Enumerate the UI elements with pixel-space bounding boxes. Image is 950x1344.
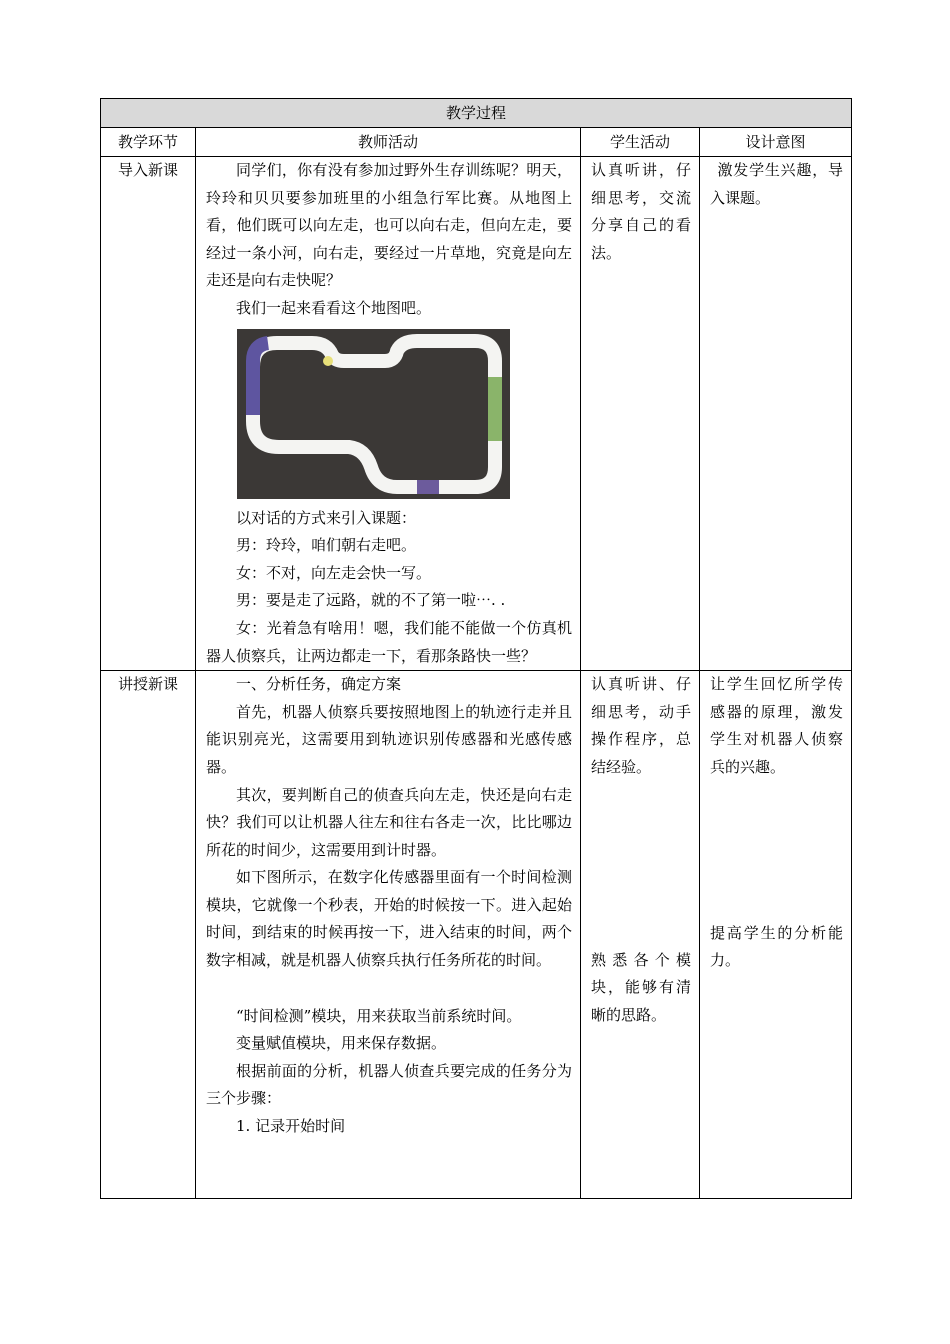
header-student-activity: 学生活动 bbox=[581, 128, 700, 157]
paragraph: 男：玲玲，咱们朝右走吧。 bbox=[236, 536, 417, 555]
track-map-svg bbox=[237, 329, 510, 499]
header-teacher-activity: 教师活动 bbox=[196, 128, 581, 157]
stage-cell: 导入新课 bbox=[101, 157, 196, 671]
header-design-intent: 设计意图 bbox=[700, 128, 852, 157]
paragraph: 1. 记录开始时间 bbox=[236, 1117, 346, 1136]
header-row bbox=[101, 128, 852, 157]
design-intent-cell bbox=[700, 157, 852, 671]
teacher-activity-cell bbox=[196, 671, 581, 1199]
paragraph: 女：光着急有啥用！嗯，我们能不能做一个仿真机器人侦察兵，让两边都走一下，看那条路快一些？ bbox=[206, 618, 572, 665]
paragraph: 男：要是走了远路，就的不了第一啦⋯. . bbox=[236, 591, 506, 610]
design-intent-cell bbox=[700, 671, 852, 1199]
paragraph: 女：不对，向左走会快一写。 bbox=[236, 563, 432, 582]
map-start-light bbox=[323, 356, 333, 366]
student-activity-cell bbox=[581, 157, 700, 671]
design-intent-text: 激发学生兴趣，导入课题。 bbox=[710, 161, 844, 207]
track-map-image bbox=[237, 329, 510, 499]
paragraph: 以对话的方式来引入课题： bbox=[236, 508, 417, 527]
design-intent-text: 提高学生的分析能力。 bbox=[710, 923, 844, 970]
design-intent-text: 让学生回忆所学传感器的原理，激发学生对机器人侦察兵的兴趣。 bbox=[710, 675, 844, 776]
map-bottom-marker bbox=[417, 480, 439, 494]
stage-cell: 讲授新课 bbox=[101, 671, 196, 1199]
paragraph: 一、分析任务，确定方案 bbox=[236, 675, 402, 694]
student-activity-text: 认真听讲、仔细思考，动手操作程序，总结经验。 bbox=[591, 675, 691, 776]
table-row bbox=[101, 671, 852, 1199]
student-activity-text: 熟悉各个模块，能够有清晰的思路。 bbox=[591, 950, 691, 1024]
paragraph: “时间检测”模块，用来获取当前系统时间。 bbox=[236, 1006, 522, 1025]
paragraph: 其次，要判断自己的侦查兵向左走，快还是向右走快？我们可以让机器人往左和往右各走一次，比比哪边所花的时间少，这需要用到计时器。 bbox=[206, 785, 572, 859]
table-title: 教学过程 bbox=[101, 99, 852, 128]
teacher-activity-cell bbox=[196, 157, 581, 671]
student-activity-cell bbox=[581, 671, 700, 1199]
paragraph: 首先，机器人侦察兵要按照地图上的轨迹行走并且能识别亮光，这需要用到轨迹识别传感器和光感传感器。 bbox=[206, 702, 572, 776]
paragraph: 根据前面的分析，机器人侦查兵要完成的任务分为三个步骤： bbox=[206, 1061, 572, 1108]
map-grass-section bbox=[488, 377, 502, 441]
header-stage: 教学环节 bbox=[101, 128, 196, 157]
paragraph: 变量赋值模块，用来保存数据。 bbox=[236, 1034, 447, 1053]
paragraph: 如下图所示，在数字化传感器里面有一个时间检测模块，它就像一个秒表，开始的时候按一下。进入起始时间，到结束的时候再按一下，进入结束的时间，两个数字相减，就是机器人侦察兵执行任务所花的时间。 bbox=[206, 868, 572, 970]
student-activity-text: 认真听讲，仔细思考，交流分享自己的看法。 bbox=[591, 161, 691, 262]
paragraph: 我们一起来看看这个地图吧。 bbox=[236, 298, 432, 317]
paragraph: 同学们，你有没有参加过野外生存训练呢？明天，玲玲和贝贝要参加班里的小组急行军比赛。从地图上看，他们既可以向左走，也可以向右走，但向左走，要经过一条小河，向右走，要经过一片草地，究竟是向左走还是向右走快呢？ bbox=[206, 161, 572, 290]
table-row bbox=[101, 157, 852, 671]
teaching-process-table bbox=[100, 98, 852, 1199]
